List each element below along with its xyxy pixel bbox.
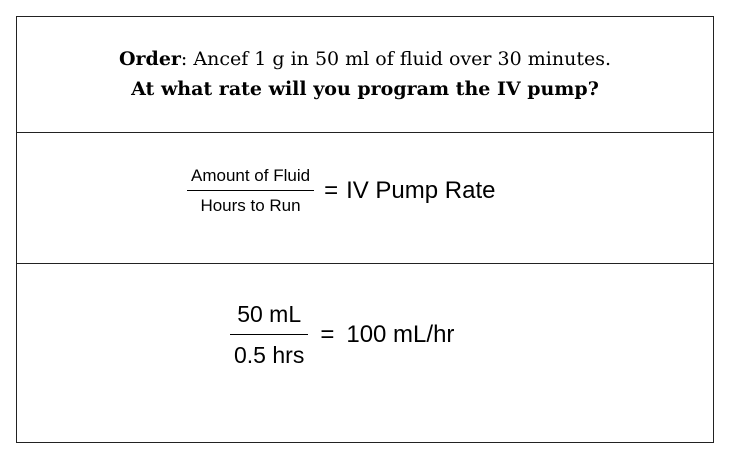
- formula-row: [17, 133, 713, 264]
- order-row: [17, 17, 713, 133]
- example-denominator: 0.5 hrs: [234, 342, 305, 368]
- example-row: [17, 264, 713, 444]
- order-line: [17, 44, 713, 74]
- calculation-table: [16, 16, 714, 443]
- formula-result: IV Pump Rate: [346, 177, 496, 204]
- formula-equation: [187, 164, 495, 218]
- example-equals-sign: =: [320, 320, 335, 348]
- fraction-bar: [187, 190, 314, 191]
- order-label: Order: [118, 48, 181, 70]
- example-fraction: [230, 298, 308, 371]
- formula-equals-sign: =: [324, 177, 339, 204]
- order-block: [17, 44, 713, 104]
- formula-denominator: Hours to Run: [200, 196, 301, 215]
- order-text: : Ancef 1 g in 50 ml of fluid over 30 minutes.: [180, 48, 612, 70]
- order-question: At what rate will you program the IV pump?: [131, 78, 599, 100]
- example-equation: [230, 298, 454, 371]
- formula-numerator: Amount of Fluid: [191, 166, 311, 185]
- example-numerator: 50 mL: [237, 301, 302, 327]
- formula-fraction: [187, 164, 314, 218]
- example-result: 100 mL/hr: [346, 320, 455, 348]
- fraction-bar: [230, 334, 308, 335]
